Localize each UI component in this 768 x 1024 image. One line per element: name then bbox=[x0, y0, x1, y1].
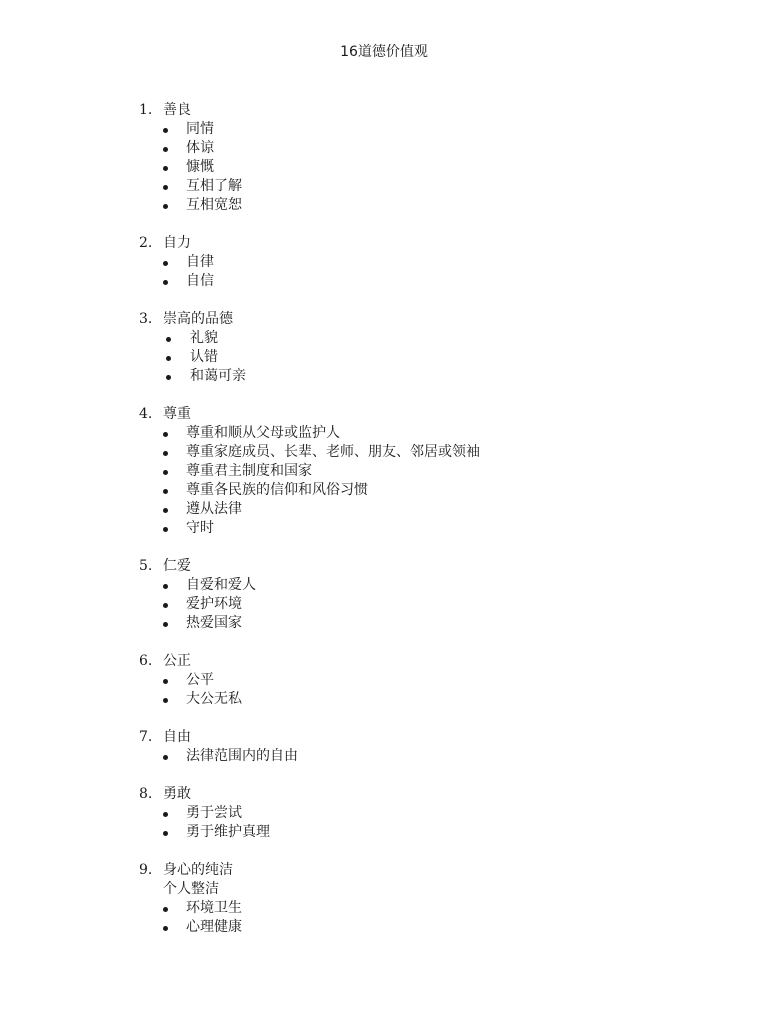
section-number: 2. bbox=[139, 235, 153, 251]
bullet-icon bbox=[163, 432, 168, 437]
list-item bbox=[0, 500, 768, 519]
bullet-icon bbox=[163, 166, 168, 171]
item-text: 自爱和爱人 bbox=[186, 577, 256, 593]
list-item bbox=[0, 747, 768, 766]
bullet-icon bbox=[163, 907, 168, 912]
list-item bbox=[0, 367, 768, 386]
section-number: 5. bbox=[139, 558, 153, 574]
item-text: 环境卫生 bbox=[186, 900, 242, 916]
bullet-icon bbox=[163, 679, 168, 684]
bullet-icon bbox=[163, 603, 168, 608]
list-item bbox=[0, 918, 768, 937]
section-heading: 崇高的品德 bbox=[163, 311, 233, 327]
list-item bbox=[0, 253, 768, 272]
bullet-icon bbox=[163, 622, 168, 627]
list-item bbox=[0, 671, 768, 690]
document-title: 16道德价值观 bbox=[340, 44, 428, 60]
item-text: 体谅 bbox=[186, 140, 214, 156]
bullet-icon bbox=[163, 185, 168, 190]
list-item bbox=[0, 576, 768, 595]
bullet-icon bbox=[163, 261, 168, 266]
bullet-icon bbox=[163, 698, 168, 703]
item-text: 尊重各民族的信仰和风俗习惯 bbox=[186, 482, 368, 498]
section-noble-character bbox=[0, 310, 768, 386]
section-kindness bbox=[0, 101, 768, 215]
list-item bbox=[0, 329, 768, 348]
item-text: 尊重和顺从父母或监护人 bbox=[186, 425, 340, 441]
bullet-icon bbox=[163, 204, 168, 209]
item-text: 心理健康 bbox=[186, 919, 242, 935]
section-number: 7. bbox=[139, 729, 153, 745]
item-text: 同情 bbox=[186, 121, 214, 137]
bullet-icon bbox=[163, 147, 168, 152]
item-text: 互相宽恕 bbox=[186, 197, 242, 213]
list-item bbox=[0, 120, 768, 139]
bullet-icon bbox=[166, 375, 171, 380]
item-text: 守时 bbox=[186, 520, 214, 536]
item-text: 尊重君主制度和国家 bbox=[186, 463, 312, 479]
section-heading: 自力 bbox=[163, 235, 191, 251]
list-item bbox=[0, 899, 768, 918]
bullet-icon bbox=[163, 280, 168, 285]
section-heading: 公正 bbox=[163, 653, 191, 669]
list-item bbox=[0, 272, 768, 291]
bullet-icon bbox=[163, 831, 168, 836]
list-item bbox=[0, 481, 768, 500]
list-item bbox=[0, 462, 768, 481]
item-text: 爱护环境 bbox=[186, 596, 242, 612]
section-justice bbox=[0, 652, 768, 709]
bullet-icon bbox=[166, 337, 171, 342]
item-text: 大公无私 bbox=[186, 691, 242, 707]
section-number: 4. bbox=[139, 406, 153, 422]
section-freedom bbox=[0, 728, 768, 766]
section-number: 9. bbox=[139, 862, 153, 878]
bullet-icon bbox=[163, 451, 168, 456]
bullet-icon bbox=[163, 508, 168, 513]
list-item bbox=[0, 804, 768, 823]
item-text: 自信 bbox=[186, 273, 214, 289]
item-text: 尊重家庭成员、长辈、老师、朋友、邻居或领袖 bbox=[186, 444, 480, 460]
list-item bbox=[0, 690, 768, 709]
bullet-icon bbox=[163, 812, 168, 817]
bullet-icon bbox=[163, 527, 168, 532]
section-heading: 尊重 bbox=[163, 406, 191, 422]
list-item bbox=[0, 424, 768, 443]
item-text: 礼貌 bbox=[190, 330, 218, 346]
section-number: 6. bbox=[139, 653, 153, 669]
item-text: 遵从法律 bbox=[186, 501, 242, 517]
section-heading: 勇敢 bbox=[163, 786, 191, 802]
list-item bbox=[0, 823, 768, 842]
list-item bbox=[0, 139, 768, 158]
bullet-icon bbox=[163, 489, 168, 494]
bullet-icon bbox=[163, 128, 168, 133]
list-item bbox=[0, 519, 768, 538]
item-text: 自律 bbox=[186, 254, 214, 270]
list-item bbox=[0, 595, 768, 614]
section-self-reliance bbox=[0, 234, 768, 291]
item-text: 热爱国家 bbox=[186, 615, 242, 631]
section-heading: 自由 bbox=[163, 729, 191, 745]
section-subheading: 个人整洁 bbox=[163, 881, 219, 897]
section-heading: 仁爱 bbox=[163, 558, 191, 574]
list-item bbox=[0, 177, 768, 196]
list-item bbox=[0, 158, 768, 177]
item-text: 勇于尝试 bbox=[186, 805, 242, 821]
bullet-icon bbox=[163, 584, 168, 589]
list-item bbox=[0, 443, 768, 462]
list-item bbox=[0, 348, 768, 367]
section-love bbox=[0, 557, 768, 633]
bullet-icon bbox=[163, 470, 168, 475]
item-text: 互相了解 bbox=[186, 178, 242, 194]
section-purity bbox=[0, 861, 768, 937]
bullet-icon bbox=[163, 926, 168, 931]
section-courage bbox=[0, 785, 768, 842]
section-respect bbox=[0, 405, 768, 538]
section-heading: 善良 bbox=[163, 102, 191, 118]
item-text: 慷慨 bbox=[186, 159, 214, 175]
section-heading: 身心的纯洁 bbox=[163, 862, 233, 878]
item-text: 勇于维护真理 bbox=[186, 824, 270, 840]
bullet-icon bbox=[166, 356, 171, 361]
list-item bbox=[0, 614, 768, 633]
values-list bbox=[0, 101, 768, 956]
item-text: 和蔼可亲 bbox=[190, 368, 246, 384]
section-number: 1. bbox=[139, 102, 153, 118]
section-number: 8. bbox=[139, 786, 153, 802]
list-item bbox=[0, 196, 768, 215]
item-text: 法律范围内的自由 bbox=[186, 748, 298, 764]
item-text: 公平 bbox=[186, 672, 214, 688]
section-number: 3. bbox=[139, 311, 153, 327]
bullet-icon bbox=[163, 755, 168, 760]
item-text: 认错 bbox=[190, 349, 218, 365]
